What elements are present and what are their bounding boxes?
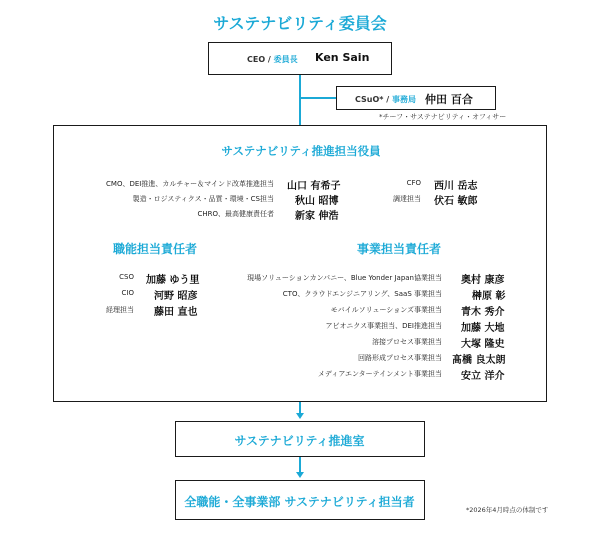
business-role: メディアエンターテインメント事業担当: [317, 370, 442, 378]
business-row: [234, 303, 548, 319]
business-row: [234, 319, 548, 335]
csuo-role-accent: 事務局: [391, 95, 416, 104]
business-name: 青木 秀介: [461, 307, 505, 318]
officer-row: [54, 192, 354, 207]
officers-right-list: [354, 177, 548, 207]
functional-row: [54, 287, 234, 303]
connector-office-staff: [299, 457, 301, 473]
ceo-role: CEO /: [247, 55, 271, 64]
business-role: 溶接プロセス事業担当: [372, 338, 442, 346]
business-role: 回路形成プロセス事業担当: [358, 354, 442, 362]
business-role: 現場ソリューションカンパニー、Blue Yonder Japan協業担当: [247, 274, 442, 282]
functional-name: 藤田 直也: [154, 307, 198, 318]
csuo-role-label: [355, 94, 416, 105]
functional-role: CSO: [119, 273, 134, 281]
csuo-connector: [300, 97, 336, 99]
footnote: *2026年4月時点の体制です: [466, 506, 549, 514]
officer-name: 山口 有希子: [287, 181, 341, 192]
business-row: [234, 351, 548, 367]
officer-role: 調達担当: [393, 195, 421, 203]
officer-role: CFO: [406, 179, 421, 187]
page-title: サステナビリティ委員会: [213, 14, 387, 33]
business-name: 榊原 彰: [472, 291, 506, 302]
functional-role: 経理担当: [106, 306, 134, 314]
main-connector-top: [299, 75, 301, 125]
officer-name: 秋山 昭博: [295, 196, 339, 207]
functional-row: [54, 271, 234, 287]
functional-list: [54, 271, 234, 319]
functional-name: 加藤 ゆう里: [146, 275, 200, 286]
officers-title: サステナビリティ推進担当役員: [221, 144, 381, 158]
business-role: アビオニクス事業担当、DEI推進担当: [325, 322, 442, 330]
functional-role: CIO: [121, 289, 134, 297]
officer-row: [54, 177, 354, 192]
officer-name: 伏石 敏郎: [434, 196, 478, 207]
csuo-box: [336, 86, 496, 110]
business-title: 事業担当責任者: [357, 242, 442, 256]
all-staff-label: 全職能・全事業部 サステナビリティ担当者: [184, 495, 415, 509]
business-name: 大塚 隆史: [461, 339, 505, 350]
ceo-role-accent: 委員長: [273, 55, 298, 64]
functional-title: 職能担当責任者: [113, 242, 198, 256]
officer-row: [54, 207, 354, 222]
ceo-role-label: [247, 54, 298, 65]
officer-name: 西川 岳志: [434, 181, 478, 192]
functional-name: 河野 昭彦: [154, 291, 198, 302]
officer-role: CHRO、最高健康責任者: [197, 210, 274, 218]
officer-role: 製造・ロジスティクス・品質・環境・CS担当: [132, 195, 274, 203]
business-role: CTO、クラウドエンジニアリング、SaaS 事業担当: [282, 290, 442, 298]
officer-role: CMO、DEI推進、カルチャー＆マインド改革推進担当: [106, 180, 274, 188]
officer-name: 新家 伸浩: [295, 211, 339, 222]
business-row: [234, 287, 548, 303]
business-row: [234, 271, 548, 287]
arrow-down-icon: [296, 472, 304, 478]
officers-box: [53, 125, 547, 402]
business-name: 髙橋 良太朗: [452, 355, 506, 366]
business-name: 加藤 大地: [461, 323, 505, 334]
all-staff-box: [175, 480, 425, 520]
csuo-note: *チーフ・サステナビリティ・オフィサー: [379, 113, 507, 121]
officer-row: [354, 192, 548, 207]
promotion-office-label: サステナビリティ推進室: [234, 434, 365, 448]
business-list: [234, 271, 548, 383]
officer-row: [354, 177, 548, 192]
arrow-down-icon: [296, 413, 304, 419]
csuo-role: CSuO* /: [355, 95, 390, 104]
business-name: 奥村 康彦: [461, 275, 505, 286]
functional-row: [54, 303, 234, 319]
ceo-box: [208, 42, 392, 75]
promotion-office-box: [175, 421, 425, 457]
officers-left-list: [54, 177, 354, 222]
business-name: 安立 洋介: [461, 371, 505, 382]
csuo-name: 仲田 百合: [425, 93, 473, 106]
ceo-name: Ken Sain: [315, 51, 370, 64]
business-row: [234, 335, 548, 351]
business-role: モバイルソリューションズ事業担当: [330, 306, 442, 314]
business-row: [234, 367, 548, 383]
